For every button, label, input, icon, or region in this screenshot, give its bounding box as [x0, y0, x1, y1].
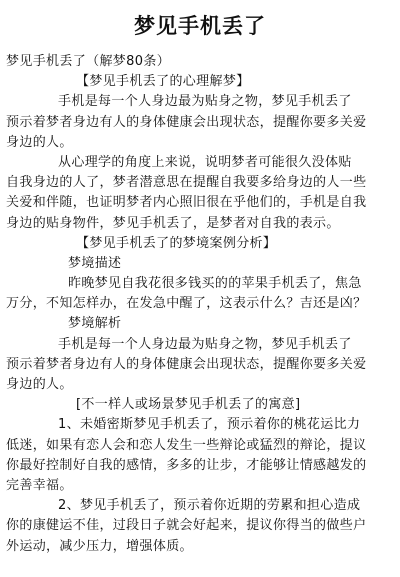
subheading-dream-analysis: 梦境解析 [68, 316, 122, 332]
paragraph-line: 手机是每一个人身边最为贴身之物，梦见手机丢了 [58, 94, 352, 110]
paragraph-line: 2、梦见手机丢了，预示着你近期的劳累和担心造成 [58, 498, 361, 514]
paragraph-line: 1、未婚密斯梦见手机丢了，预示着你的桃花运比力 [58, 417, 361, 433]
section-heading-psychology: 【梦见手机丢了的心理解梦】 [76, 74, 250, 90]
paragraph-line: 你的康健运不佳，过段日子就会好起来，提议你得当的做些户 [6, 518, 367, 534]
section-heading-meanings: [不一样人或场景梦见手机丢了的寓意] [76, 397, 301, 413]
paragraph-line: 关爱和伴随，也证明梦者内心照旧很在乎他们的，手机是自我 [6, 195, 367, 211]
paragraph-line: 身边的人。 [6, 134, 73, 150]
subtitle-line: 梦见手机丢了（解梦80条） [6, 54, 171, 69]
article-body [6, 52, 398, 557]
paragraph-line: 从心理学的角度上来说，说明梦者可能很久没体贴 [58, 154, 352, 170]
paragraph-line: 身边的贴身物件，梦见手机丢了，是梦者对自我的表示。 [6, 215, 340, 231]
paragraph-line: 你最好控制好自我的感情，多多的让步，才能够让情感越发的 [6, 457, 367, 473]
section-heading-cases: 【梦见手机丢了的梦境案例分析】 [76, 235, 277, 251]
paragraph-line: 完善幸福。 [6, 477, 73, 493]
paragraph-line: 预示着梦者身边有人的身体健康会出现状态，提醒你要多关爱 [6, 356, 367, 372]
paragraph-line: 外运动，减少压力，增强体质。 [6, 538, 193, 554]
paragraph-line: 手机是每一个人身边最为贴身之物，梦见手机丢了 [58, 336, 352, 352]
paragraph-line: 低迷，如果有恋人会和恋人发生一些辩论或猛烈的辩论，提议 [6, 437, 367, 453]
paragraph-line: 身边的人。 [6, 377, 73, 392]
page-title: 梦见手机丢了 [134, 14, 266, 38]
paragraph-line: 万分，不知怎样办，在发急中醒了，这表示什么？吉还是凶？ [6, 296, 367, 312]
paragraph-line: 预示着梦者身边有人的身体健康会出现状态，提醒你要多关爱 [6, 114, 367, 130]
paragraph-line: 昨晚梦见自我花很多钱买的的苹果手机丢了，焦急 [68, 276, 362, 292]
subheading-dream-description: 梦境描述 [68, 255, 122, 271]
paragraph-line: 自我身边的人了，梦者潜意思在提醒自我要多给身边的人一些 [6, 175, 367, 191]
